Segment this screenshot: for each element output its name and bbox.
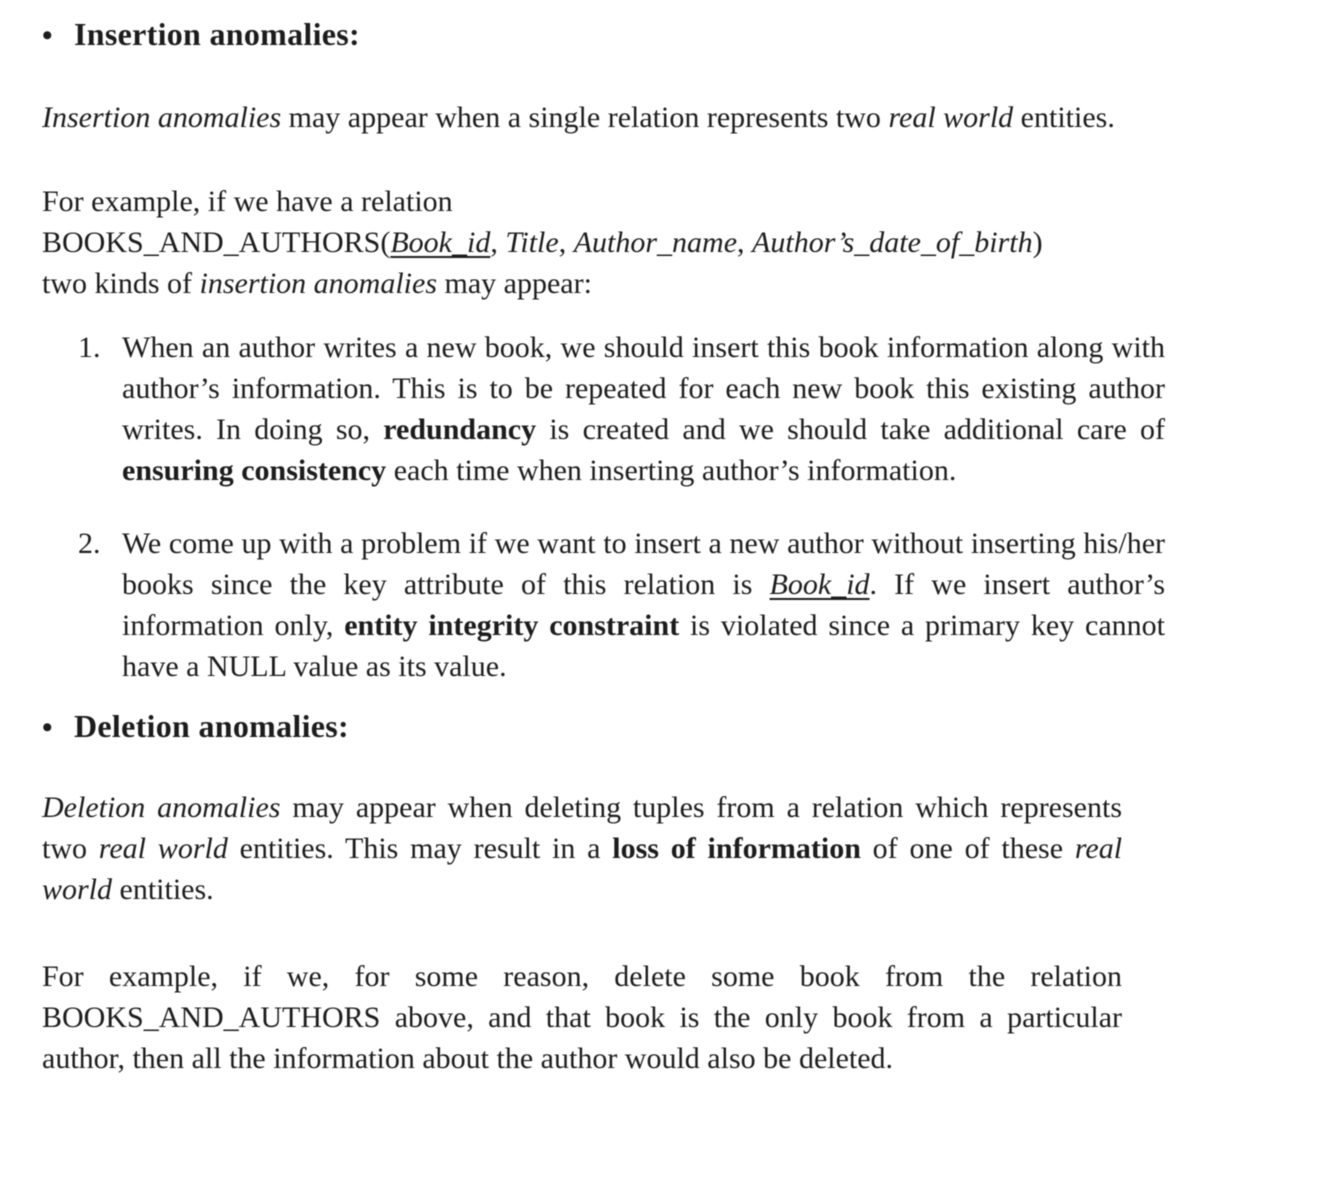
text-run: may appear: [437, 267, 592, 300]
text-run: Insertion anomalies [42, 101, 282, 134]
text-run: may appear when a single relation represents two [281, 101, 889, 134]
text-run: is created and we should take additional care of [536, 413, 1165, 446]
text-run: BOOKS_AND_AUTHORS( [42, 226, 391, 259]
list-number: 1. [78, 331, 101, 364]
text-run: ensuring consistency [122, 454, 387, 487]
text-run: loss of information [612, 832, 861, 865]
bullet-heading-insertion-anomalies [42, 14, 1342, 56]
paragraph-books-and-authors-example [42, 181, 1184, 304]
text-run: , [490, 226, 506, 259]
bullet-icon: • [42, 711, 53, 744]
text-run: Book_id [390, 226, 491, 259]
list-item-2 [78, 523, 1165, 687]
text-run: real world [888, 101, 1014, 134]
text-run: , [737, 226, 753, 259]
text-run: insertion anomalies [199, 267, 437, 300]
bullet-icon: • [42, 19, 53, 52]
text-run: Book_id [769, 568, 870, 601]
text-run: , [558, 226, 574, 259]
list-item-1 [78, 327, 1165, 491]
paragraph-insertion-definition [42, 97, 1122, 138]
text-run: may appear when deleting tuples from a relation which represents two [42, 791, 1122, 865]
text-run: . If we insert author’s information only, [122, 568, 1165, 642]
text-run: Author’s_date_of_birth [752, 226, 1033, 259]
bullet-heading-deletion-anomalies [42, 706, 1342, 748]
text-run: is violated since a primary key cannot have a NULL value as its value. [122, 609, 1165, 683]
text-run: Title [505, 226, 559, 259]
text-run: For example, if we, for some reason, delete some book from the relation BOOKS_AND_AUTHORS above, and that book is the only book from a particular author, then all the information about the author would also be deleted. [42, 960, 1122, 1075]
text-run: For example, if we have a relation [42, 185, 453, 218]
text-run: Author_name [573, 226, 738, 259]
list-item-text [122, 527, 1165, 683]
text-run: real world [42, 832, 1123, 906]
text-run: Deletion anomalies: [74, 708, 349, 744]
heading-text [74, 16, 360, 52]
text-run: of one of these [860, 832, 1075, 865]
text-run: each time when inserting author’s information. [386, 454, 957, 487]
text-run: entity integrity constraint [344, 609, 680, 642]
text-run: When an author writes a new book, we should insert this book information along with author’s information. This is to be repeated for each new book this existing author writes. In doing so, [122, 331, 1165, 446]
text-run: We come up with a problem if we want to insert a new author without inserting his/her books since the key attribute of this relation is [122, 527, 1165, 601]
text-run: entities. [1013, 101, 1115, 134]
list-number: 2. [78, 527, 101, 560]
paragraph-deletion-definition [42, 787, 1122, 910]
text-run: Deletion anomalies [42, 791, 281, 824]
paragraph-deletion-example [42, 956, 1122, 1079]
list-item-text [122, 331, 1165, 487]
text-run: ) [1032, 226, 1043, 259]
text-run: redundancy [383, 413, 537, 446]
text-run: entities. This may result in a [227, 832, 613, 865]
text-run: entities. [112, 873, 214, 906]
text-run: Insertion anomalies: [74, 16, 360, 52]
text-run: two kinds of [42, 267, 200, 300]
heading-text [74, 708, 349, 744]
text-run: real world [98, 832, 228, 865]
